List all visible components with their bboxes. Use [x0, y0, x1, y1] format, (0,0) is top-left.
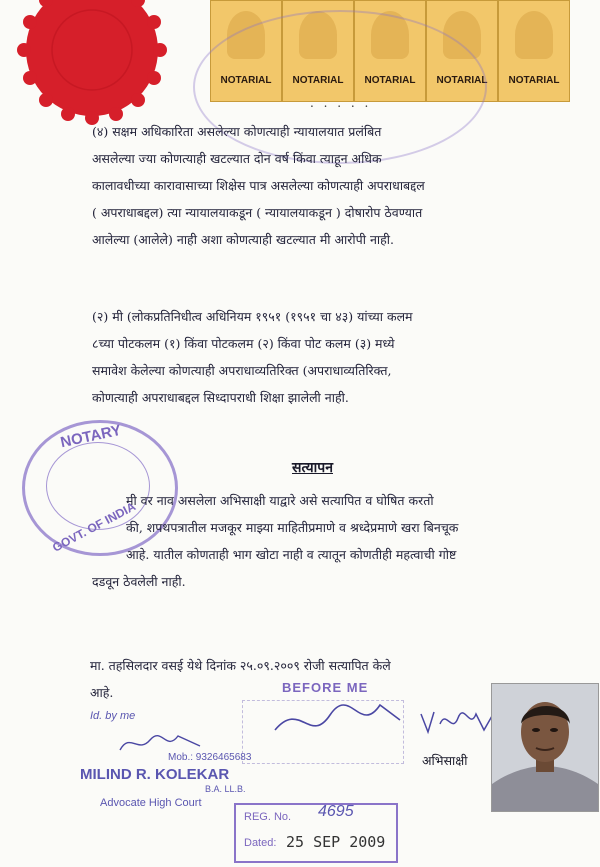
- dots: . . . . .: [310, 96, 372, 110]
- deponent-signature: [418, 704, 498, 738]
- before-me-stamp: BEFORE ME: [282, 680, 369, 695]
- deponent-label: अभिसाक्षी: [422, 753, 468, 768]
- text-line: ८च्या पोटकलम (१) किंवा पोटकलम (२) किंवा पोट कलम (३) मध्ये: [92, 336, 395, 351]
- text-line: मा. तहसिलदार वसई येथे दिनांक २५.०९.२००९ रोजी सत्यापित केले: [90, 658, 391, 673]
- paragraph-2: [92, 303, 413, 411]
- reg-label: REG. No.: [244, 811, 292, 823]
- notary-seal-bottom-text: GOVT. OF INDIA: [50, 499, 138, 555]
- notarial-stamp: NOTARIAL: [354, 0, 426, 102]
- text-line: ( अपराधाबद्दल) त्या न्यायालयाकडून ( न्यायालयाकडून ) दोषारोप ठेवण्यात: [92, 205, 423, 220]
- text-line: असलेल्या ज्या कोणत्याही खटल्यात दोन वर्ष किंवा त्याहून अधिक: [92, 151, 382, 166]
- notarial-stamp: NOTARIAL: [498, 0, 570, 102]
- text-line: की, शपथपत्रातील मजकूर माझ्या माहितीप्रमाणे व श्रध्देप्रमाणे खरा बिनचूक: [126, 520, 459, 535]
- text-line: आहे. यातील कोणताही भाग खोटा नाही व त्यातून कोणतीही महत्वाची गोष्ट: [126, 547, 457, 562]
- register-date: 25 SEP 2009: [286, 833, 386, 851]
- date-label: Dated:: [244, 837, 277, 849]
- text-line: (२) मी (लोकप्रतिनिधीत्व अधिनियम १९५१ (१९५१ चा ४३) यांच्या कलम: [92, 309, 413, 324]
- notarial-stamp: NOTARIAL: [426, 0, 498, 102]
- notary-signature: [270, 690, 410, 750]
- text-line: कालावधीच्या कारावासाच्या शिक्षेस पात्र असलेल्या कोणत्याही अपराधाबद्दल: [92, 178, 425, 193]
- notarial-stamp: NOTARIAL: [210, 0, 282, 102]
- text-line: समावेश केलेल्या कोणत्याही अपराधाव्यतिरिक्त (अपराधाव्यतिरिक्त,: [92, 363, 392, 378]
- text-line: कोणत्याही अपराधाबद्दल सिध्दापराधी शिक्षा झालेली नाही.: [92, 390, 349, 405]
- text-line: दडवून ठेवलेली नाही.: [92, 574, 186, 589]
- notary-seal-top-text: NOTARY: [58, 421, 123, 452]
- advocate-mobile: Mob.: 9326465683: [168, 752, 252, 763]
- identified-by-note: Id. by me: [90, 710, 136, 722]
- verification-title: सत्यापन: [292, 460, 333, 476]
- advocate-degree: B.A. LL.B.: [205, 784, 246, 794]
- notarial-stamp: NOTARIAL: [282, 0, 354, 102]
- text-line: (४) सक्षम अधिकारिता असलेल्या कोणत्याही न्यायालयात प्रलंबित: [92, 124, 382, 139]
- advocate-role: Advocate High Court: [100, 797, 202, 809]
- deponent-photo: [491, 683, 599, 812]
- reg-number: 4695: [318, 803, 354, 820]
- text-line: आहे.: [90, 685, 114, 700]
- paragraph-3: [92, 487, 458, 595]
- paragraph-1: [92, 118, 425, 253]
- advocate-name: MILIND R. KOLEKAR: [80, 766, 230, 783]
- red-wax-seal: [12, 0, 172, 126]
- register-stamp: [234, 803, 398, 863]
- text-line: मी वर नाव असलेला अभिसाक्षी याद्वारे असे सत्यापित व घोषित करतो: [126, 493, 434, 508]
- text-line: आलेल्या (आलेले) नाही अशा कोणत्याही खटल्यात मी आरोपी नाही.: [92, 232, 394, 247]
